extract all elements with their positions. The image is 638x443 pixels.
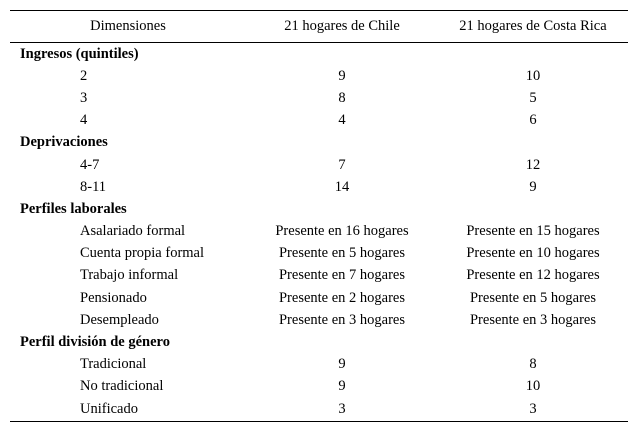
row-label: 8-11 — [80, 178, 107, 195]
table-row — [10, 375, 628, 397]
section-row-deprivaciones — [10, 131, 628, 153]
chile-value: Presente en 16 hogares — [275, 223, 409, 240]
chile-value: Presente en 3 hogares — [278, 311, 406, 328]
row-label: Unificado — [10, 398, 246, 422]
costa-rica-value: 3 — [438, 398, 628, 422]
header-dimensiones: Dimensiones — [10, 11, 246, 43]
table-body — [10, 43, 628, 422]
data-table-container — [10, 10, 628, 422]
table-row — [10, 87, 628, 109]
row-label: Desempleado — [80, 311, 159, 328]
costa-rica-value: Presente en 15 hogares — [466, 223, 600, 240]
section-row-perfil-genero — [10, 331, 628, 353]
header-row — [10, 11, 628, 43]
row-label: Trabajo informal — [80, 267, 179, 284]
row-label: 4-7 — [80, 156, 100, 173]
row-label: No tradicional — [80, 378, 164, 395]
row-label: Cuenta propia formal — [80, 245, 205, 262]
chile-value: 14 — [334, 178, 350, 195]
table-row — [10, 109, 628, 131]
costa-rica-value: 6 — [529, 112, 537, 129]
table-row — [10, 242, 628, 264]
costa-rica-value: Presente en 3 hogares — [469, 311, 597, 328]
row-label: Pensionado — [80, 289, 147, 306]
costa-rica-value: Presente en 12 hogares — [466, 267, 600, 284]
table-header — [10, 11, 628, 43]
section-row-perfiles-laborales — [10, 198, 628, 220]
table-row — [10, 287, 628, 309]
section-title: Perfiles laborales — [20, 200, 127, 217]
costa-rica-value: 10 — [525, 378, 541, 395]
chile-value: Presente en 2 hogares — [278, 289, 406, 306]
costa-rica-value: Presente en 10 hogares — [466, 245, 600, 262]
costa-rica-value: 12 — [525, 156, 541, 173]
row-label: 2 — [80, 67, 88, 84]
costa-rica-value: Presente en 5 hogares — [469, 289, 597, 306]
row-label: 3 — [80, 89, 88, 106]
section-title: Perfil división de género — [20, 334, 170, 351]
chile-value: Presente en 7 hogares — [278, 267, 406, 284]
section-row-ingresos — [10, 43, 628, 65]
table-row — [10, 153, 628, 175]
table-row — [10, 309, 628, 331]
row-label: Tradicional — [80, 356, 147, 373]
row-label: Asalariado formal — [80, 223, 186, 240]
costa-rica-value: 5 — [529, 89, 537, 106]
chile-value: 9 — [338, 378, 346, 395]
header-costa-rica: 21 hogares de Costa Rica — [438, 11, 628, 43]
table-row — [10, 176, 628, 198]
chile-value: 4 — [338, 112, 346, 129]
section-title: Ingresos (quintiles) — [20, 45, 139, 62]
chile-value: 7 — [338, 156, 346, 173]
chile-value: 9 — [338, 67, 346, 84]
table-row — [10, 264, 628, 286]
section-title: Deprivaciones — [20, 134, 108, 151]
dimensions-table — [10, 10, 628, 422]
table-row — [10, 398, 628, 422]
chile-value: 8 — [338, 89, 346, 106]
table-row — [10, 353, 628, 375]
table-row — [10, 65, 628, 87]
chile-value: 9 — [338, 356, 346, 373]
chile-value: 3 — [246, 398, 438, 422]
table-row — [10, 220, 628, 242]
costa-rica-value: 10 — [525, 67, 541, 84]
costa-rica-value: 9 — [529, 178, 537, 195]
row-label: 4 — [80, 112, 88, 129]
chile-value: Presente en 5 hogares — [278, 245, 406, 262]
costa-rica-value: 8 — [529, 356, 537, 373]
header-chile: 21 hogares de Chile — [246, 11, 438, 43]
